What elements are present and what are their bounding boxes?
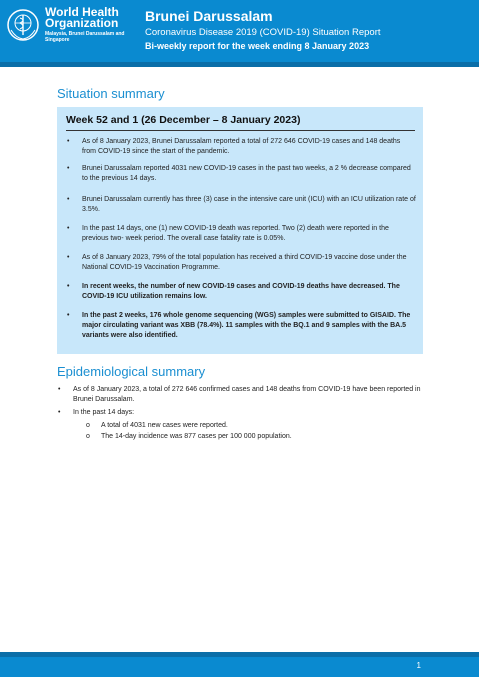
- epi-item: • In the past 14 days:: [58, 409, 135, 416]
- situation-item: • Brunei Darussalam currently has three (3) case in the intensive care unit (ICU) with an ICU utilization rate of 3.5%.: [67, 196, 416, 213]
- situation-item: • In recent weeks, the number of new COVID-19 cases and COVID-19 deaths have decreased. The COVID-19 ICU utilization remains low.: [67, 283, 400, 300]
- divider: [66, 130, 415, 131]
- epi-sub-item: o The 14-day incidence was 877 cases per 100 000 population.: [86, 433, 292, 440]
- epi-sub-item: o A total of 4031 new cases were reported.: [86, 422, 228, 429]
- header-stripe: [0, 62, 479, 67]
- who-emblem-icon: [6, 8, 40, 42]
- sub-bullet: o: [86, 433, 90, 440]
- page-number: 1: [416, 661, 421, 670]
- sub-bullet: o: [86, 422, 90, 429]
- situation-summary-box: [57, 107, 423, 354]
- report-title: Brunei Darussalam: [145, 8, 273, 24]
- bullet: •: [67, 312, 70, 319]
- org-subtitle: Malaysia, Brunei Darussalam and Singapore: [45, 31, 125, 43]
- report-subtitle: Coronavirus Disease 2019 (COVID-19) Situation Report: [145, 27, 381, 38]
- bullet: •: [67, 254, 70, 261]
- bullet: •: [67, 165, 70, 172]
- epi-item: • As of 8 January 2023, a total of 272 646 confirmed cases and 148 deaths from COVID-19 have been reported in Brunei Darussalam.: [58, 386, 421, 403]
- situation-item: • In the past 2 weeks, 176 whole genome sequencing (WGS) samples were submitted to GISAID. The major circulating variant was XBB (78.4%). 11 samples with the BQ.1 and 9 samples with the BA.5 variants were also identified.: [67, 312, 411, 339]
- bullet: •: [67, 225, 70, 232]
- situation-box-title: Week 52 and 1 (26 December – 8 January 2023): [66, 114, 301, 126]
- bullet: •: [67, 283, 70, 290]
- bullet: •: [58, 386, 61, 393]
- bullet: •: [58, 409, 61, 416]
- report-period: Bi-weekly report for the week ending 8 January 2023: [145, 41, 370, 51]
- situation-item: • As of 8 January 2023, Brunei Darussalam reported a total of 272 646 COVID-19 cases and 148 deaths from COVID-19 since the start of the pandemic.: [67, 138, 401, 155]
- page-footer: [0, 657, 479, 677]
- epidemiological-summary-heading: Epidemiological summary: [57, 364, 206, 379]
- situation-item: • In the past 14 days, one (1) new COVID-19 death was reported. Two (2) death were reported in the previous two- week period. The overall case fatality rate is 0.05%.: [67, 225, 389, 242]
- report-header: [0, 0, 479, 62]
- bullet: •: [67, 138, 70, 145]
- situation-summary-heading: Situation summary: [57, 86, 165, 101]
- situation-item: • As of 8 January 2023, 79% of the total population has received a third COVID-19 vaccine dose under the National COVID-19 Vaccination Programme.: [67, 254, 407, 271]
- bullet: •: [67, 196, 70, 203]
- org-name: World Health Organization: [45, 5, 119, 30]
- situation-item: • Brunei Darussalam reported 4031 new COVID-19 cases in the past two weeks, a 2 % decrease compared to the previous 14 days.: [67, 165, 411, 182]
